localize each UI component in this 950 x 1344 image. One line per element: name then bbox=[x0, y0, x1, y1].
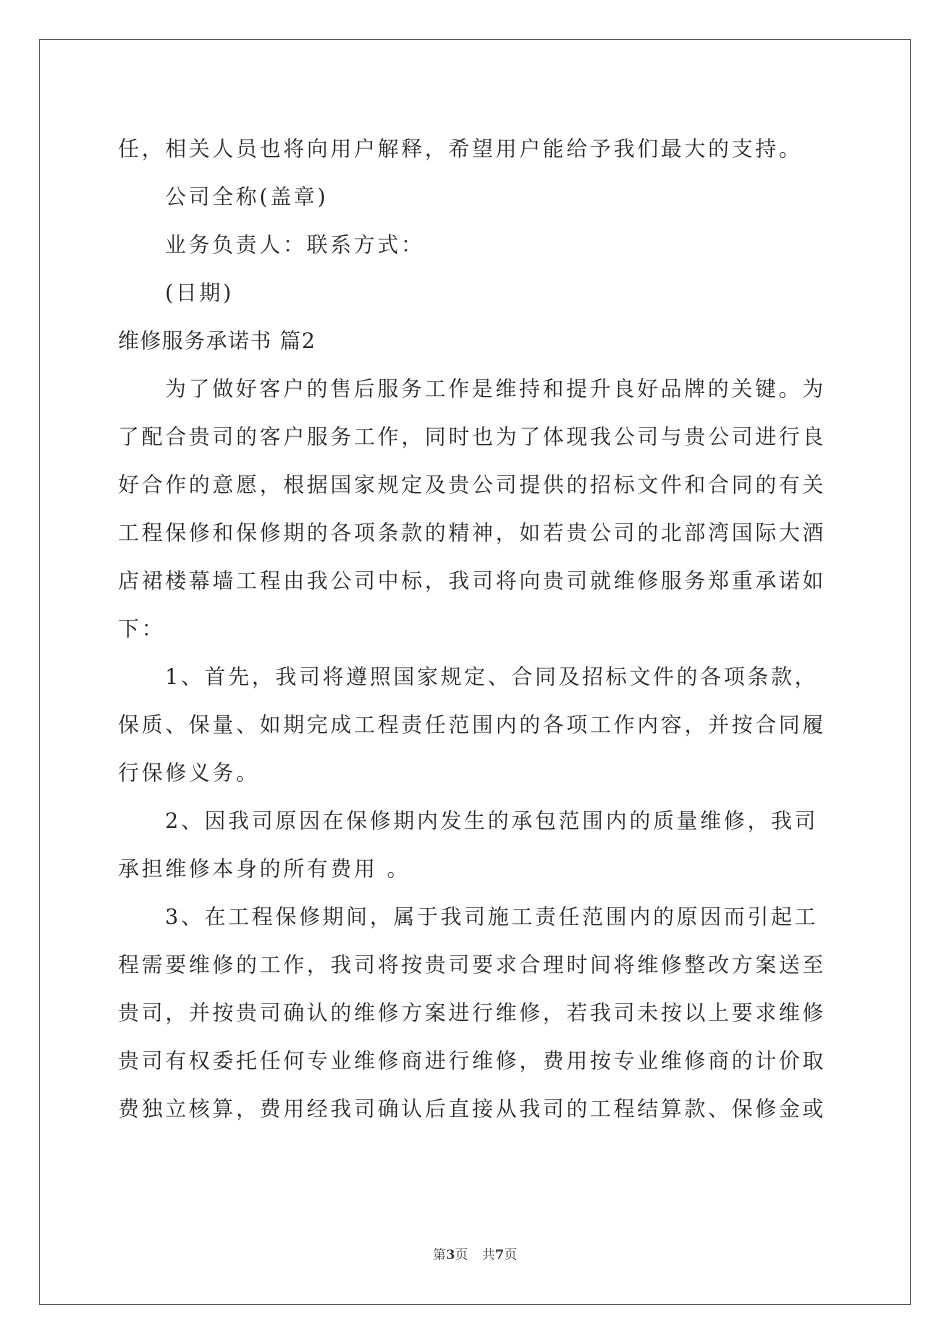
text-line: 为了做好客户的售后服务工作是维持和提升良好品牌的关键。为 bbox=[165, 377, 826, 401]
section-heading: 维修服务承诺书 篇2 bbox=[118, 329, 317, 353]
text-line: 保质、保量、如期完成工程责任范围内的各项工作内容，并按合同履 bbox=[118, 713, 826, 737]
text-line: 好合作的意愿，根据国家规定及贵公司提供的招标文件和合同的有关 bbox=[118, 473, 826, 497]
text-line: 业务负责人：联系方式： bbox=[165, 233, 425, 257]
text-line: 贵司，并按贵司确认的维修方案进行维修，若我司未按以上要求维修 bbox=[118, 1001, 826, 1025]
text-line: 1、首先，我司将遵照国家规定、合同及招标文件的各项条款， bbox=[165, 665, 819, 689]
footer-page-suffix: 页 bbox=[454, 1248, 468, 1263]
text-line: 了配合贵司的客户服务工作，同时也为了体现我公司与贵公司进行良 bbox=[118, 425, 826, 449]
footer-total-prefix: 共 bbox=[482, 1248, 496, 1263]
text-line: 店裙楼幕墙工程由我公司中标，我司将向贵司就维修服务郑重承诺如 bbox=[118, 569, 826, 593]
text-line: 2、因我司原因在保修期内发生的承包范围内的质量维修，我司 bbox=[165, 809, 819, 833]
text-line: 程需要维修的工作，我司将按贵司要求合理时间将维修整改方案送至 bbox=[118, 953, 826, 977]
text-line: 承担维修本身的所有费用 。 bbox=[118, 857, 411, 881]
page-footer bbox=[0, 1244, 950, 1263]
footer-total-suffix: 页 bbox=[504, 1248, 518, 1263]
footer-page-number: 3 bbox=[445, 1248, 455, 1263]
text-line: 费独立核算，费用经我司确认后直接从我司的工程结算款、保修金或 bbox=[118, 1097, 826, 1121]
footer-page-prefix: 第 bbox=[432, 1248, 446, 1263]
footer-total-pages: 7 bbox=[495, 1248, 505, 1263]
text-line: 任，相关人员也将向用户解释，希望用户能给予我们最大的支持。 bbox=[118, 137, 803, 161]
text-line: 行保修义务。 bbox=[118, 761, 260, 785]
text-line: 贵司有权委托任何专业维修商进行维修，费用按专业维修商的计价取 bbox=[118, 1049, 826, 1073]
text-line: 公司全称(盖章) bbox=[165, 185, 329, 209]
text-line: (日期) bbox=[165, 281, 234, 305]
text-line: 下： bbox=[118, 617, 166, 641]
document-body bbox=[118, 125, 838, 1133]
text-line: 3、在工程保修期间，属于我司施工责任范围内的原因而引起工 bbox=[165, 905, 819, 929]
text-line: 工程保修和保修期的各项条款的精神，如若贵公司的北部湾国际大酒 bbox=[118, 521, 826, 545]
